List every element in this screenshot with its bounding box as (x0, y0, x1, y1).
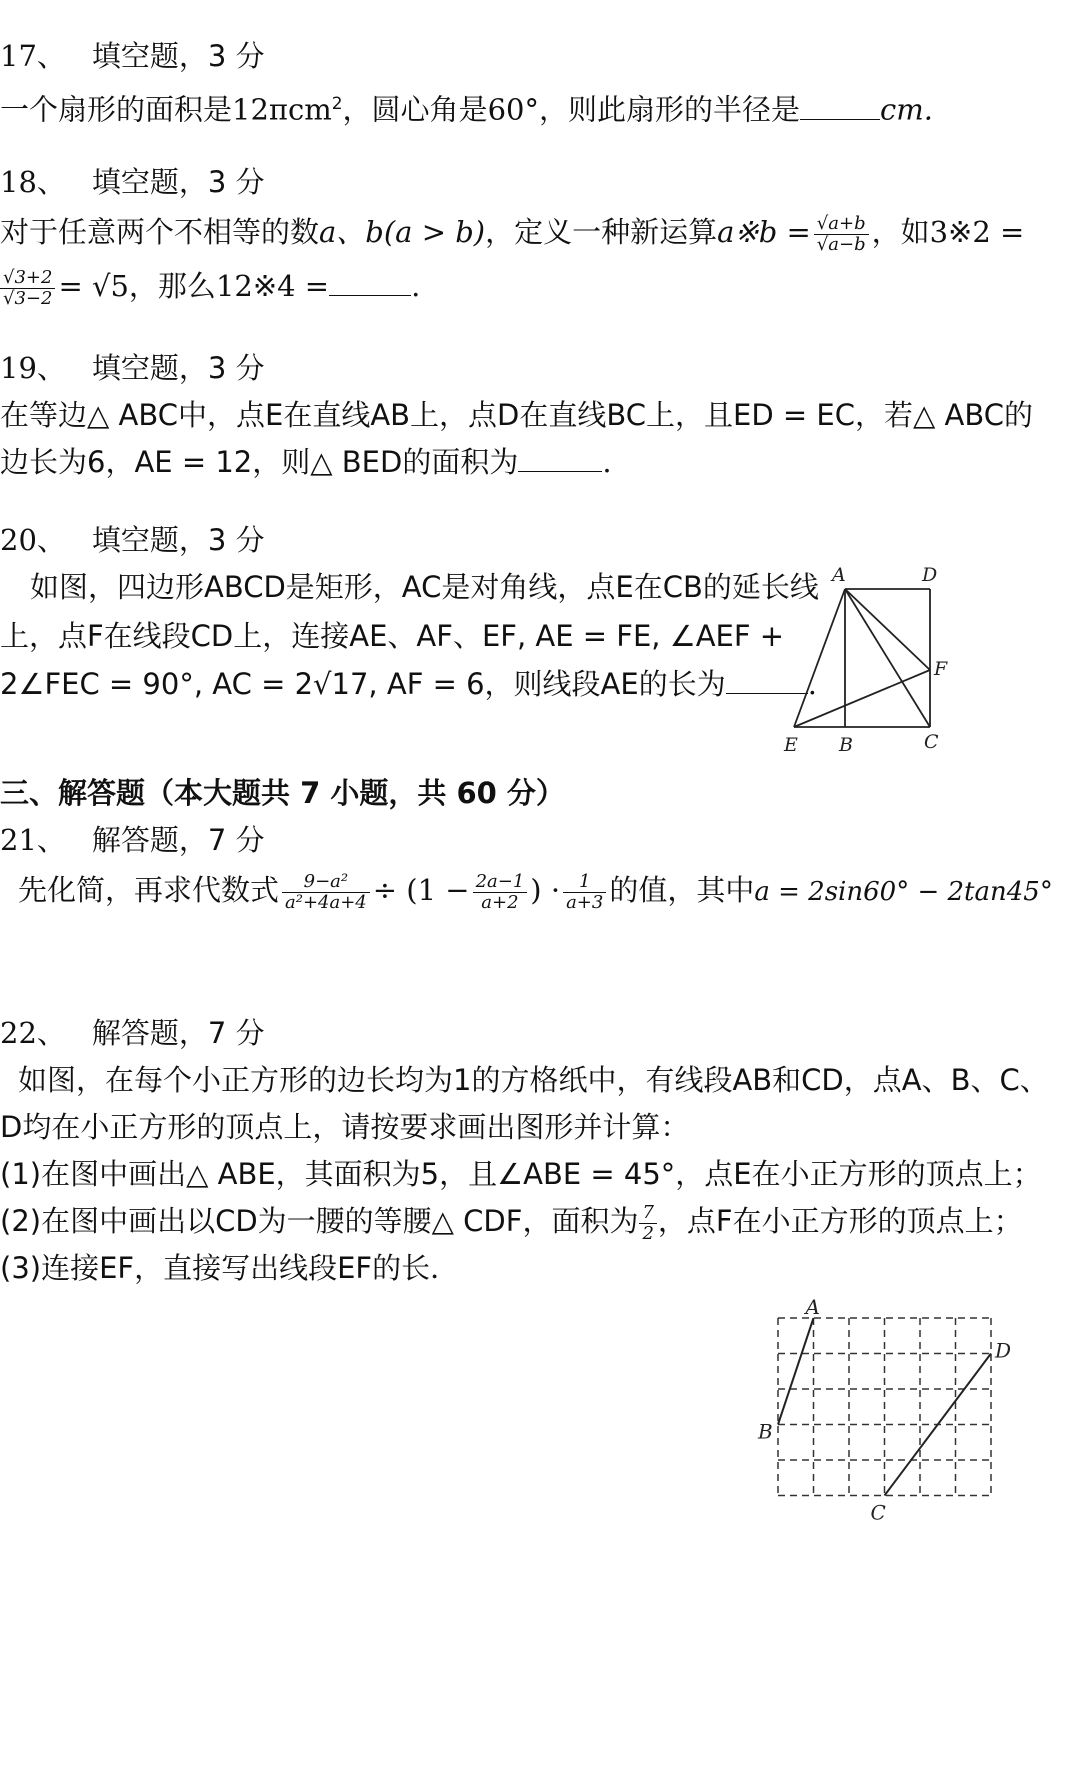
q17-type: 填空题，3 分 (91, 39, 265, 73)
q20-edge-ef (794, 670, 930, 727)
q17-text-a: 一个扇形的面积是 (0, 92, 233, 127)
q22-number: 22、 (0, 1016, 66, 1050)
q22-line-3: (1)在图中画出△ ABE，其面积为5，且∠ABE = 45°，点E在小正方形的顶点上； (0, 1157, 1042, 1191)
q19-header (0, 346, 265, 390)
q19-type: 填空题，3 分 (91, 351, 265, 385)
q17-unit: cm. (879, 92, 933, 127)
q21-text-a: 先化简，再求代数式 (18, 873, 280, 907)
q18-definition: a※b = (717, 215, 811, 249)
q21-f3-denominator: a+3 (566, 891, 604, 913)
q21-fraction-3 (563, 872, 606, 913)
section-3-title: 三、解答题（本大题共 7 小题，共 60 分） (0, 776, 565, 810)
q22-line-4 (0, 1199, 1023, 1244)
q21-condition: a = 2sin60° − 2tan45° (754, 877, 1053, 907)
q20-number: 20、 (0, 523, 66, 557)
q22-numerator: 7 (639, 1203, 656, 1224)
q20-label-c: C (924, 731, 939, 753)
q18-expression: 12※4 = (215, 269, 330, 303)
q17-header (0, 34, 265, 78)
q18-def-denominator: √a−b (816, 233, 866, 255)
q22-grid-figure (758, 1290, 1012, 1540)
q18-text-a: 对于任意两个不相等的数 (0, 215, 320, 249)
q20-type: 填空题，3 分 (91, 523, 265, 557)
q20-label-a: A (832, 564, 846, 586)
q21-header (0, 818, 265, 862)
q22-grid-lines (778, 1318, 991, 1496)
q20-label-b: B (839, 734, 853, 756)
q17-area: 12πcm (232, 92, 332, 127)
q18-ex-fraction (0, 268, 55, 309)
q22-label-c: C (870, 1500, 886, 1525)
q18-header (0, 160, 265, 204)
q20-figure-svg (770, 555, 980, 765)
q18-text-d: ，那么 (128, 269, 216, 303)
q20-line-3-text: 2∠FEC = 90°, AC = 2√17, AF = 6，则线段AE的长为 (0, 667, 726, 701)
q22-fraction (639, 1203, 656, 1244)
q22-line-2: D均在小正方形的顶点上，请按要求画出图形并计算： (0, 1110, 690, 1144)
q20-label-f: F (934, 658, 948, 680)
q21-fraction-1 (282, 872, 370, 913)
q22-line-5: (3)连接EF，直接写出线段EF的长． (0, 1251, 460, 1285)
q21-number: 21、 (0, 823, 66, 857)
q22-line-4-text-a: (2)在图中画出以CD为一腰的等腰△ CDF，面积为 (0, 1204, 639, 1238)
q18-text-b: ，定义一种新运算 (485, 215, 718, 249)
q18-line-2 (0, 264, 420, 309)
q17-sup: 2 (331, 94, 343, 114)
q20-label-e: E (784, 734, 798, 756)
q22-header (0, 1011, 265, 1055)
q17-number: 17、 (0, 39, 66, 73)
q19-number: 19、 (0, 351, 66, 385)
q19-answer-blank[interactable] (518, 471, 602, 472)
q22-denominator: 2 (642, 1222, 654, 1244)
q18-type: 填空题，3 分 (91, 165, 265, 199)
q18-period: . (411, 269, 421, 303)
q17-angle: 60° (487, 92, 539, 127)
q18-def-fraction (814, 214, 869, 255)
q18-number: 18、 (0, 165, 66, 199)
q20-edge-ae (794, 589, 845, 727)
q21-operator-2: ) · (530, 873, 561, 907)
q22-label-b: B (758, 1419, 773, 1444)
q17-answer-blank[interactable] (800, 119, 880, 120)
q21-operator-1: ÷ (1 − (372, 873, 470, 907)
q18-ex-numerator: √3+2 (0, 268, 55, 289)
q21-f1-denominator: a²+4a+4 (285, 891, 367, 913)
q18-def-numerator: √a+b (814, 214, 869, 235)
q18-answer-blank[interactable] (329, 295, 411, 296)
q18-ex-denominator: √3−2 (3, 287, 53, 309)
q20-label-d: D (922, 564, 938, 586)
q22-grid-svg (758, 1290, 1012, 1540)
q18-vars: a、b(a > b) (319, 215, 486, 249)
q21-f3-numerator: 1 (563, 872, 606, 893)
q21-f2-numerator: 2a−1 (473, 872, 528, 893)
q20-period: . (807, 667, 817, 701)
q21-text-b: 的值，其中 (609, 873, 755, 907)
q22-label-d: D (995, 1338, 1012, 1363)
q21-text (18, 868, 1053, 914)
q18-text-c: ，如 (871, 215, 930, 249)
q21-fraction-2 (473, 872, 528, 913)
q18-example: 3※2 = (929, 215, 1025, 249)
q22-line-1: 如图，在每个小正方形的边长均为1的方格纸中，有线段AB和CD，点A、B、C、 (18, 1063, 1049, 1097)
q21-f1-numerator: 9−a² (282, 872, 370, 893)
q19-line-2-text: 边长为6，AE = 12，则△ BED的面积为 (0, 445, 519, 479)
q22-type: 解答题，7 分 (91, 1016, 265, 1050)
q17-text-c: ，则此扇形的半径是 (538, 92, 800, 127)
q20-line-3 (0, 662, 817, 706)
q20-line-1: 如图，四边形ABCD是矩形，AC是对角线，点E在CB的延长线 (30, 570, 819, 604)
q19-line-1: 在等边△ ABC中，点E在直线AB上，点D在直线BC上，且ED = EC，若△ ABC的 (0, 398, 1033, 432)
q19-period: . (602, 445, 612, 479)
q17-text-b: ，圆心角是 (342, 92, 488, 127)
q21-f2-denominator: a+2 (481, 891, 519, 913)
q21-type: 解答题，7 分 (91, 823, 265, 857)
q17-text (0, 82, 933, 132)
q20-line-2: 上，点F在线段CD上，连接AE、AF、EF, AE = FE, ∠AEF + (0, 619, 785, 653)
q22-segment-ab (778, 1318, 814, 1425)
q18-ex-result: = √5 (58, 269, 129, 303)
q19-line-2 (0, 440, 612, 484)
q18-line-1 (0, 210, 1024, 255)
q22-line-4-text-b: ，点F在小正方形的顶点上； (657, 1204, 1023, 1238)
q20-header (0, 518, 265, 562)
q22-label-a: A (805, 1295, 820, 1319)
q20-figure (770, 555, 980, 765)
